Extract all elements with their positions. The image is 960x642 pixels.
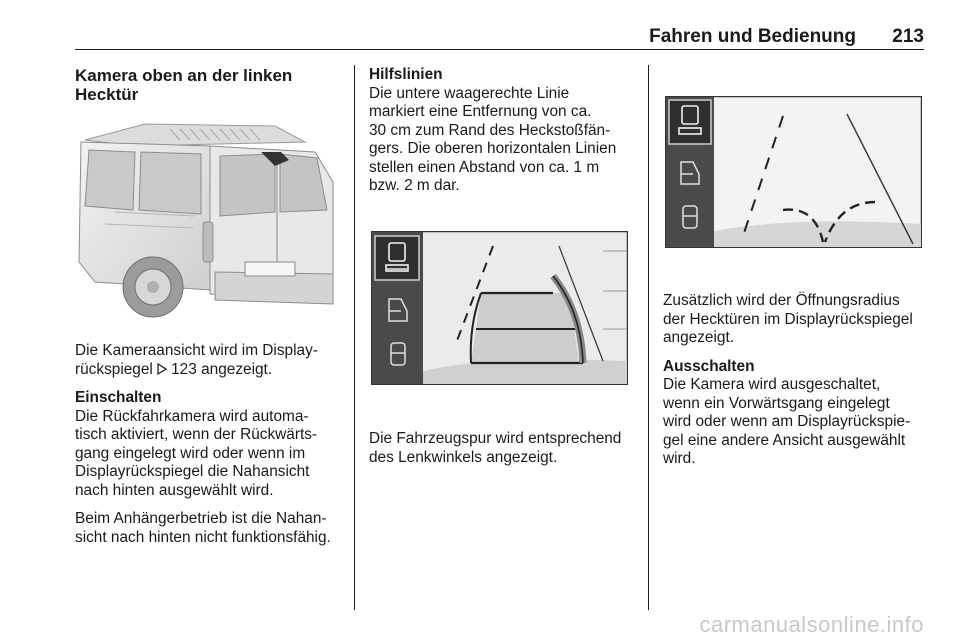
einschalten-heading: Einschalten — [75, 389, 162, 406]
rear-camera-display-door-radius — [665, 96, 922, 248]
hilfslinien-heading: Hilfslinien — [369, 66, 443, 83]
watermark: carmanualsonline.info — [699, 612, 924, 637]
column-3 — [663, 292, 925, 469]
column-divider-1 — [354, 65, 355, 610]
page-reference-arrow-icon — [157, 362, 167, 374]
column-divider-2 — [648, 65, 649, 610]
section-heading-camera: Kamera oben an der linken Hecktür — [75, 66, 293, 104]
column-2 — [369, 66, 635, 196]
trailer-paragraph: Beim Anhängerbetrieb ist die Nahan‐ sicht nach hinten nicht funktionsfähig. — [75, 510, 331, 546]
opening-radius-paragraph: Zusätzlich wird der Öffnungsradius der Hecktüren im Displayrückspiegel angezeigt. — [663, 292, 913, 346]
column-2-caption: Die Fahrzeugspur wird entsprechend des Lenkwinkels angezeigt. — [369, 430, 622, 466]
column-1 — [75, 66, 347, 104]
einschalten-paragraph: Die Rückfahrkamera wird automa‐ tisch aktiviert, wenn der Rückwärts‐ gang eingelegt wird oder wenn im Displayrückspiegel die Nahansicht nach hinten ausgewählt wird. — [75, 407, 318, 499]
camera-view-paragraph: Die Kameraansicht wird im Display‐ rückspiegel 123 angezeigt. — [75, 342, 318, 378]
page-reference-link[interactable]: 123 angezeigt. — [171, 360, 273, 378]
running-header-title: Fahren und Bedienung — [649, 26, 856, 47]
ausschalten-paragraph: Die Kamera wird ausgeschaltet, wenn ein Vorwärtsgang eingelegt wird oder wenn am Displayrückspie‐ gel eine andere Ansicht ausgewählt wird. — [663, 376, 911, 467]
hilfslinien-paragraph: Die untere waagerechte Linie markiert eine Entfernung von ca. 30 cm zum Rand des Heckstoßfän‐ gers. Die oberen horizontalen Linien stellen einen Abstand von ca. 1 m bzw. 2 m dar. — [369, 84, 617, 194]
header-rule — [75, 49, 924, 50]
column-1-body — [75, 342, 347, 557]
rear-camera-display-guidelines — [371, 231, 628, 385]
ausschalten-heading: Ausschalten — [663, 357, 755, 375]
page-number: 213 — [892, 26, 924, 47]
van-rear-illustration — [75, 112, 337, 328]
